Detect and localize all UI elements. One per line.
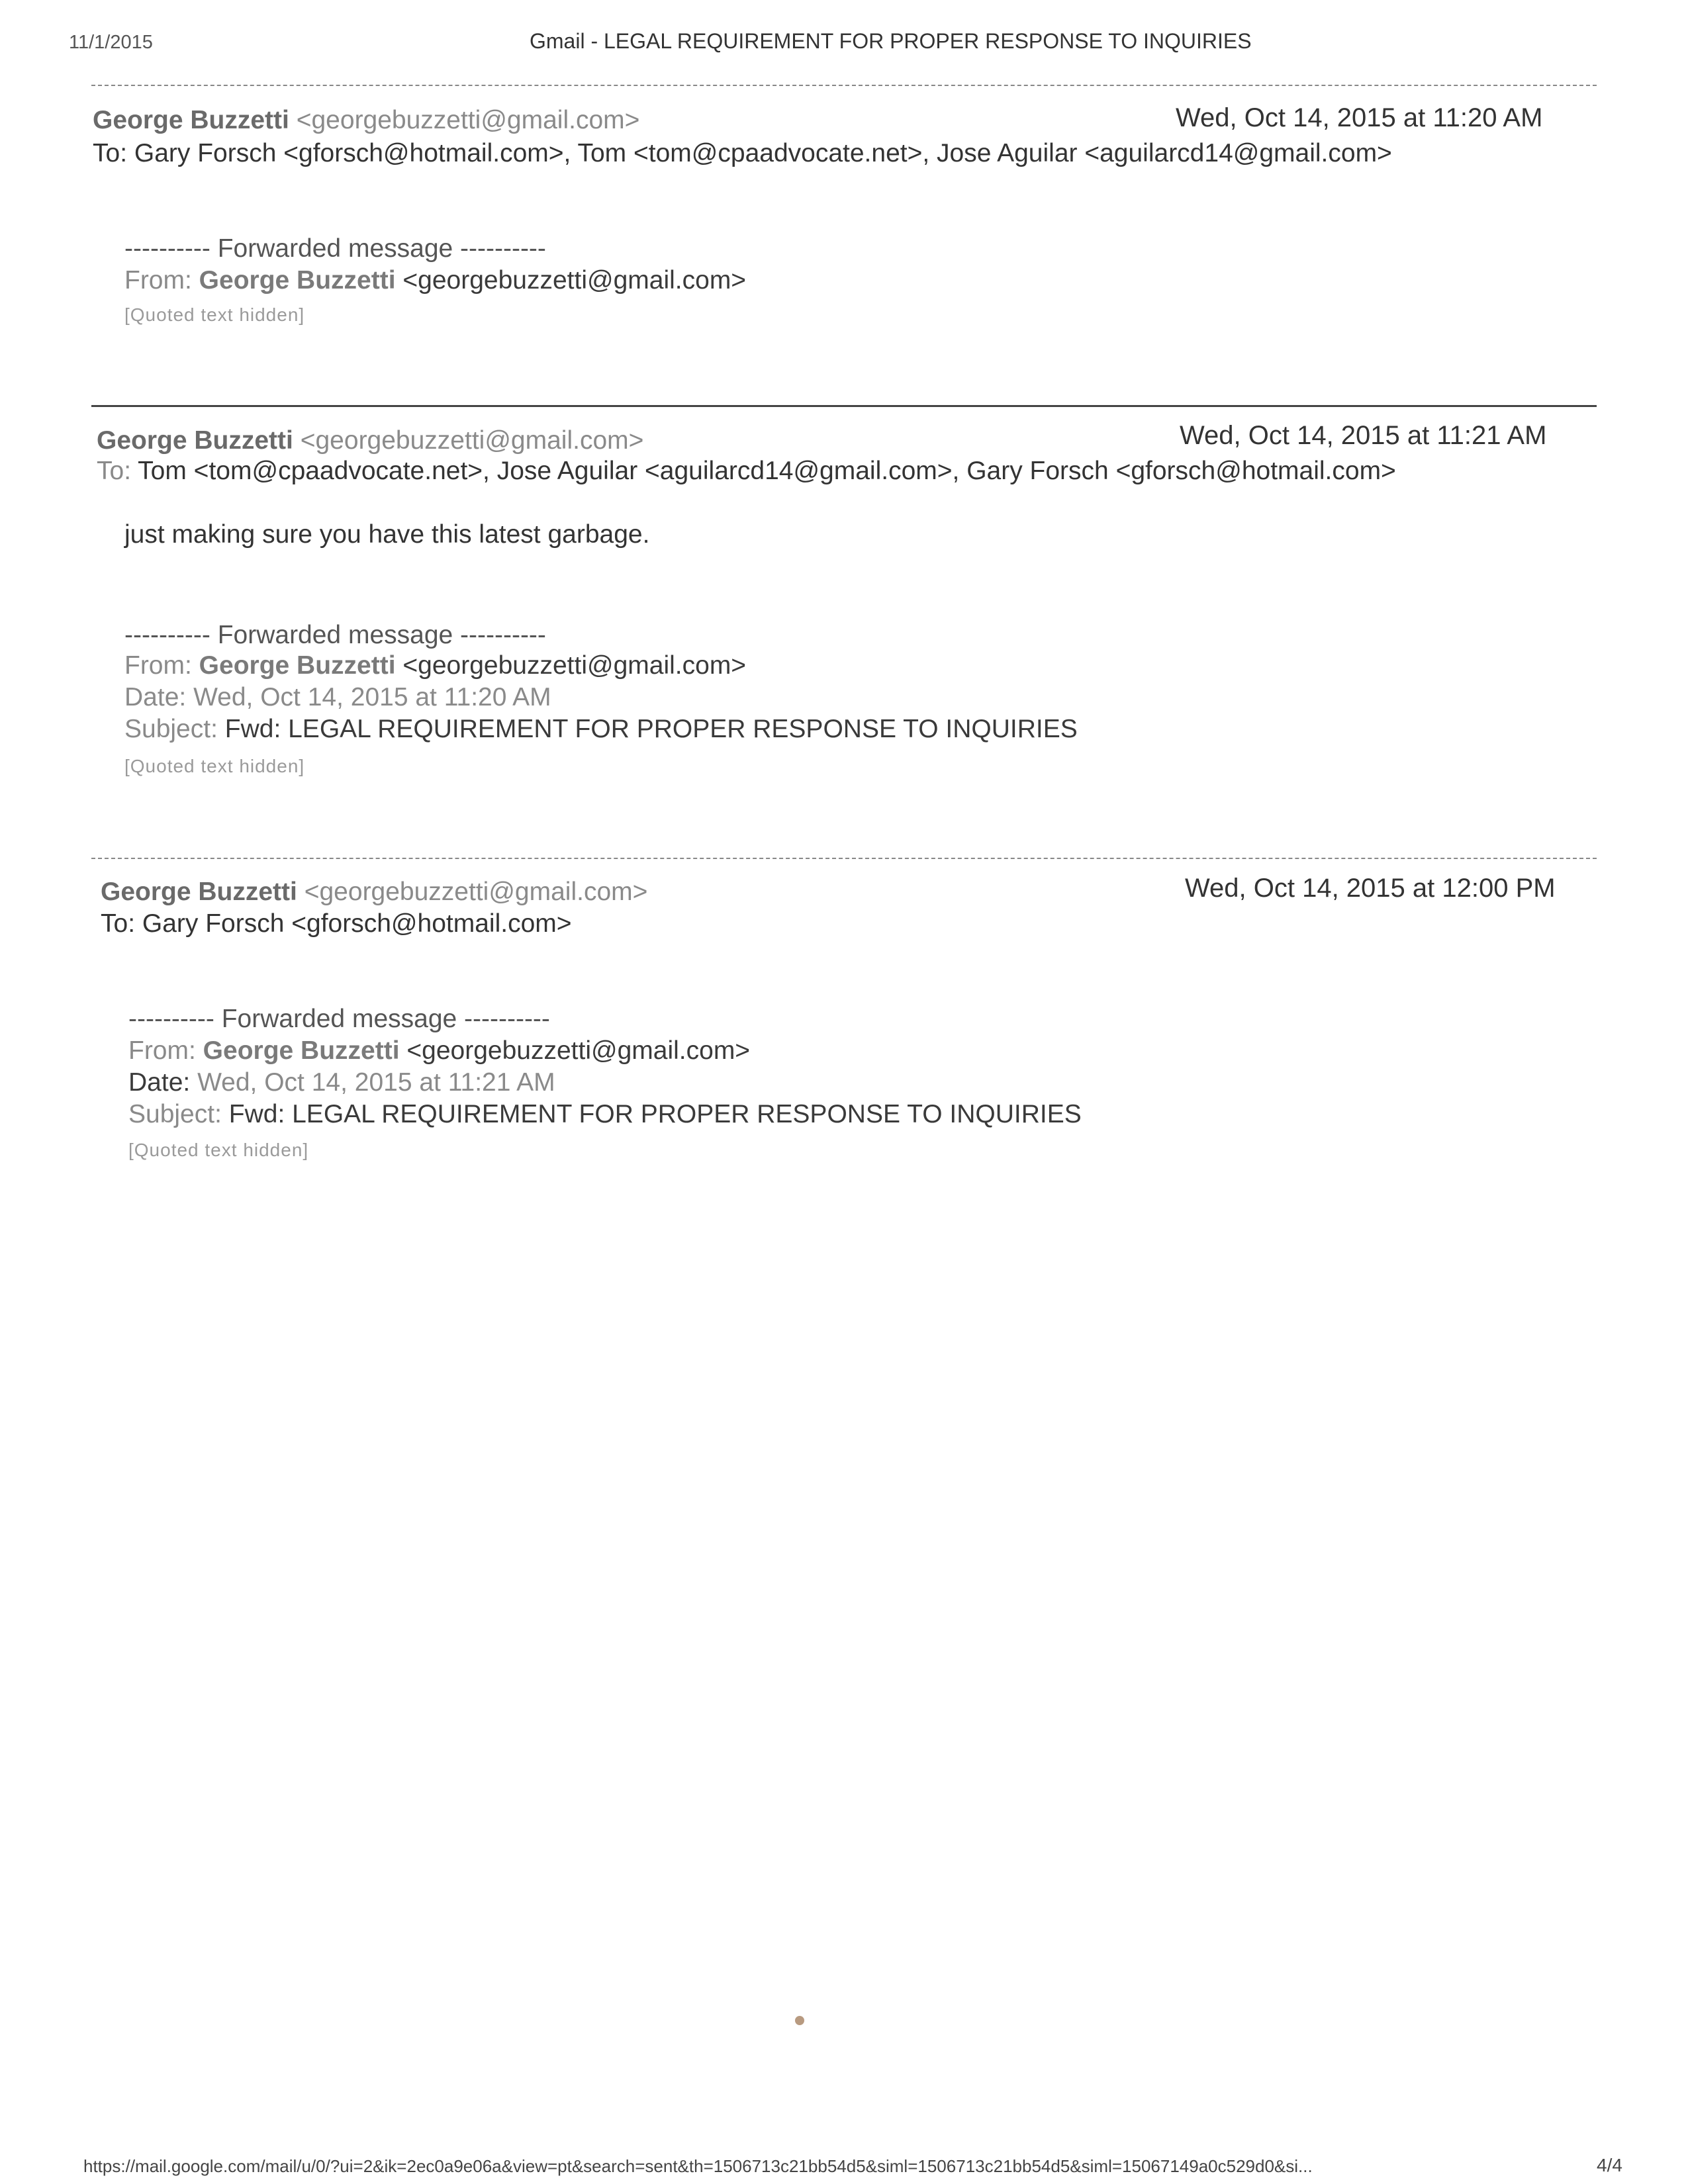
forwarded-header: ---------- Forwarded message ---------- xyxy=(124,621,546,649)
quoted-text-hidden[interactable]: [Quoted text hidden] xyxy=(124,756,305,776)
date-value: Wed, Oct 14, 2015 at 11:20 AM xyxy=(193,683,551,711)
date-label: Date: xyxy=(124,683,187,711)
to-list: Gary Forsch <gforsch@hotmail.com> xyxy=(142,909,572,938)
from-name: George Buzzetti xyxy=(199,651,396,680)
to-list: Tom <tom@cpaadvocate.net>, Jose Aguilar <aguilarcd14@gmail.com>, Gary Forsch <gforsch@hotmail.com> xyxy=(138,457,1396,485)
page-number: 4/4 xyxy=(1597,2155,1622,2175)
from-label: From: xyxy=(124,651,192,680)
from-label: From: xyxy=(128,1036,196,1065)
date-label: Date: xyxy=(128,1068,191,1097)
sender-email[interactable]: <georgebuzzetti@gmail.com> xyxy=(296,106,640,134)
message-body: just making sure you have this latest garbage. xyxy=(124,520,650,549)
to-label: To: xyxy=(101,909,136,938)
forwarded-from xyxy=(124,651,746,680)
forwarded-from xyxy=(124,266,746,295)
from-label: From: xyxy=(124,266,192,295)
message-sender xyxy=(101,878,647,907)
print-date: 11/1/2015 xyxy=(69,32,153,53)
to-label: To: xyxy=(97,457,132,485)
from-name: George Buzzetti xyxy=(199,266,396,295)
message-sender xyxy=(93,106,639,135)
date-value: Wed, Oct 14, 2015 at 11:21 AM xyxy=(197,1068,555,1097)
subject-value: Fwd: LEGAL REQUIREMENT FOR PROPER RESPONSE TO INQUIRIES xyxy=(224,715,1078,743)
sender-email[interactable]: <georgebuzzetti@gmail.com> xyxy=(300,426,644,455)
message-recipients xyxy=(101,909,572,938)
message-recipients xyxy=(93,139,1392,168)
message-sender xyxy=(97,426,643,455)
message-divider xyxy=(91,405,1597,407)
to-label: To: xyxy=(93,139,128,167)
message-divider xyxy=(91,858,1597,859)
message-date: Wed, Oct 14, 2015 at 11:20 AM xyxy=(1176,103,1543,132)
from-name: George Buzzetti xyxy=(203,1036,400,1065)
quoted-text-hidden[interactable]: [Quoted text hidden] xyxy=(124,304,305,325)
from-email[interactable]: <georgebuzzetti@gmail.com> xyxy=(402,651,747,680)
from-email[interactable]: <georgebuzzetti@gmail.com> xyxy=(406,1036,751,1065)
subject-value: Fwd: LEGAL REQUIREMENT FOR PROPER RESPONSE TO INQUIRIES xyxy=(228,1100,1082,1128)
forwarded-from xyxy=(128,1036,750,1066)
forwarded-subject xyxy=(128,1100,1082,1129)
sender-name: George Buzzetti xyxy=(93,106,289,134)
footer-url: https://mail.google.com/mail/u/0/?ui=2&ik=2ec0a9e06a&view=pt&search=sent&th=1506713c21bb54d5&siml=1506713c21bb54d5&siml=15067149a0c529d0&si... xyxy=(83,2156,1313,2176)
quoted-text-hidden[interactable]: [Quoted text hidden] xyxy=(128,1140,309,1160)
message-date: Wed, Oct 14, 2015 at 11:21 AM xyxy=(1180,421,1547,450)
forwarded-date xyxy=(124,683,551,712)
to-list: Gary Forsch <gforsch@hotmail.com>, Tom <tom@cpaadvocate.net>, Jose Aguilar <aguilarcd14@gmail.com> xyxy=(134,139,1392,167)
forwarded-header: ---------- Forwarded message ---------- xyxy=(128,1005,550,1033)
message-date: Wed, Oct 14, 2015 at 12:00 PM xyxy=(1185,874,1556,903)
sender-name: George Buzzetti xyxy=(101,878,297,906)
forwarded-header: ---------- Forwarded message ---------- xyxy=(124,234,546,263)
subject-label: Subject: xyxy=(124,715,218,743)
subject-label: Subject: xyxy=(128,1100,222,1128)
message-divider xyxy=(91,85,1597,86)
sender-email[interactable]: <georgebuzzetti@gmail.com> xyxy=(304,878,648,906)
forwarded-date xyxy=(128,1068,555,1097)
sender-name: George Buzzetti xyxy=(97,426,293,455)
scan-speck xyxy=(795,2016,804,2025)
from-email[interactable]: <georgebuzzetti@gmail.com> xyxy=(402,266,747,295)
forwarded-subject xyxy=(124,715,1078,744)
message-recipients xyxy=(97,457,1396,486)
print-title: Gmail - LEGAL REQUIREMENT FOR PROPER RESPONSE TO INQUIRIES xyxy=(530,29,1252,53)
